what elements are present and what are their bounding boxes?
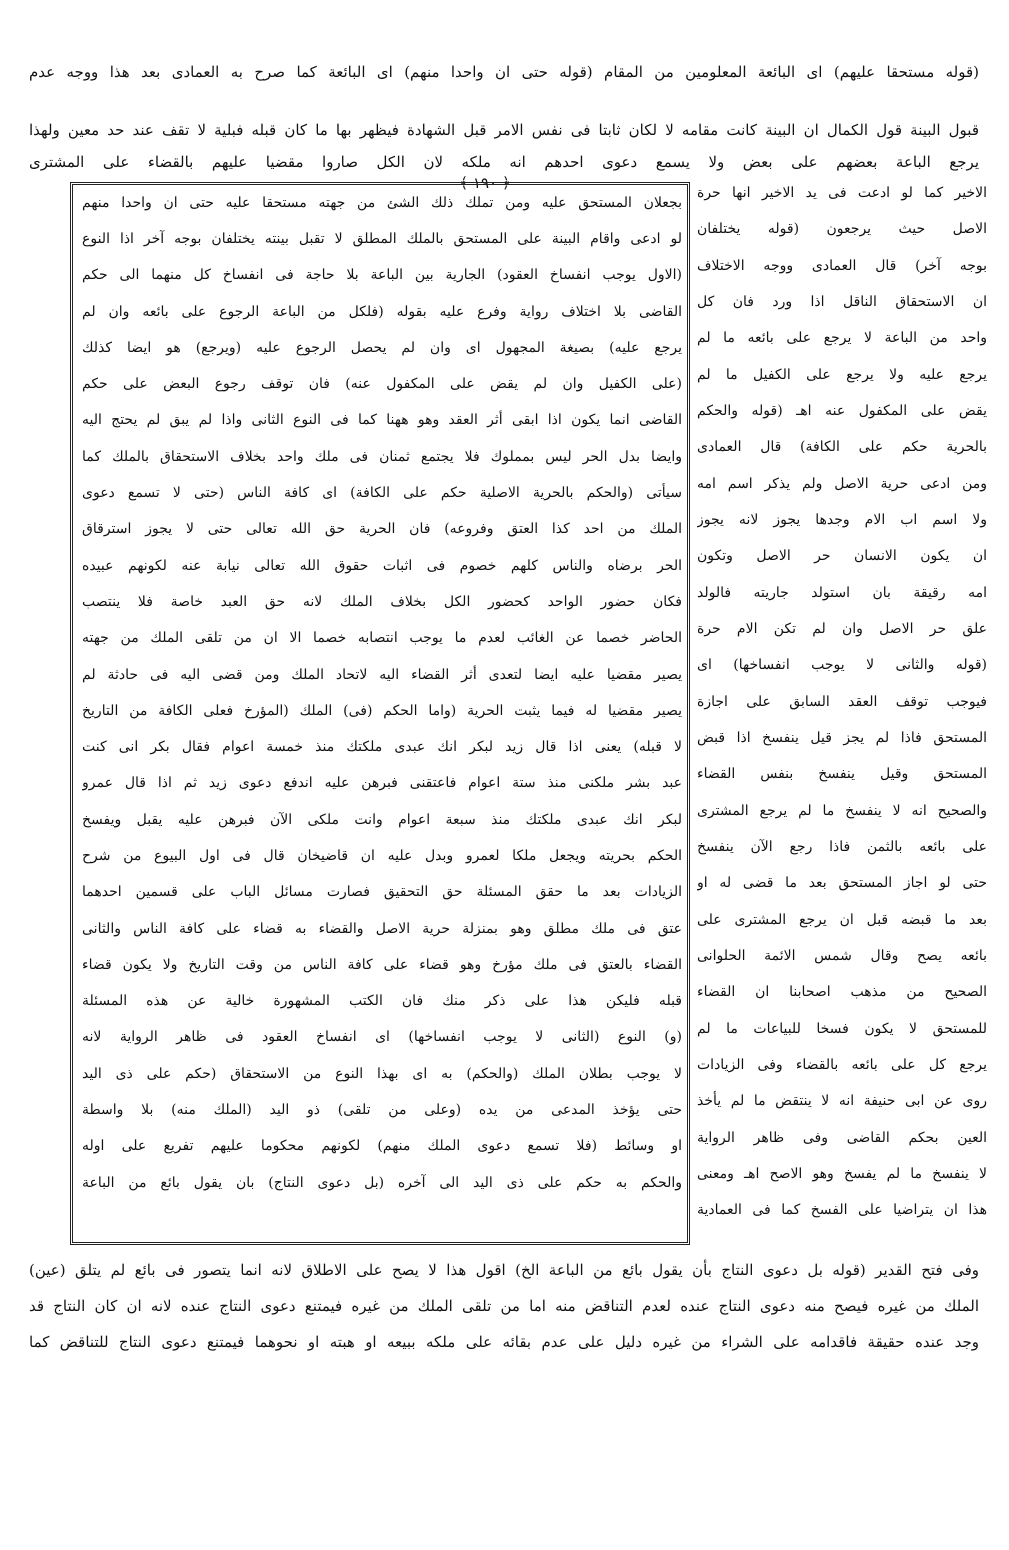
main-line: حتى يؤخذ المدعى من يده (وعلى من تلقى) ذو اليد (الملك منه) بلا واسطة	[82, 1102, 682, 1118]
bottom-line: وجد عنده حقيقة فاقدامه على الشراء من غيره دليل على عدم بقائه على ملكه ببيعه او هبته او نحوهما فيمتنع دعوى النتاج للتناقض كما	[29, 1333, 979, 1351]
margin-line: يقض على المكفول عنه اهـ (قوله والحكم	[697, 403, 987, 419]
main-line: او وسائط (فلا تسمع دعوى الملك منهم) لكونهم محكوما عليهم تفريع على اوله	[82, 1138, 682, 1154]
main-line: لا قبله) يعنى اذا قال زيد لبكر انك عبدى ملكتك منذ خمسة اعوام فقال بكر انى كنت	[82, 739, 682, 755]
main-line: الحاضر خصما عن الغائب لعدم ما يوجب انتصابه خصما الا ان من تلقى الملك من جهته	[82, 630, 682, 646]
margin-line: للمستحق لا يكون فسخا للبياعات ما لم	[697, 1021, 987, 1037]
margin-line: على بائعه بالثمن فاذا رجع الآن ينفسخ	[697, 839, 987, 855]
main-line: يصير مقضيا عليه ايضا لتعدى أثر القضاء اليه لاتحاد الملك ومن قضى اليه فى حادثة لم	[82, 667, 682, 683]
main-line: فكان حضور الواحد كحضور الكل بخلاف الملك لانه حق العبد خاصة فلا ينتصب	[82, 594, 682, 610]
margin-line: ان يكون الانسان حر الاصل وتكون	[697, 548, 987, 564]
main-line: يصير مقضيا له فيما يثبت الحرية (واما الحكم (فى) الملك (المؤرخ فعلى الكافة من التاريخ	[82, 703, 682, 719]
margin-line: العين بحكم القاضى وفى ظاهر الرواية	[697, 1130, 987, 1146]
margin-line: ومن ادعى حرية الاصل ولم يذكر اسم امه	[697, 476, 987, 492]
margin-line: يرجع كل على بائعه بالقضاء وفى الزيادات	[697, 1057, 987, 1073]
main-line: القضاء بالعتق فى ملك مؤرخ وهو قضاء على كافة الناس من وقت التاريخ ولا يكون قضاء	[82, 957, 682, 973]
main-line: عتق فى ملك مطلق وهو بمنزلة حرية الاصل والقضاء به قضاء على كافة الناس والثانى	[82, 921, 682, 937]
margin-line: الاصل حيث يرجعون (قوله يختلفان	[697, 221, 987, 237]
margin-line: علق حر الاصل وان لم تكن الام حرة	[697, 621, 987, 637]
margin-line: والصحيح انه لا ينفسخ ما لم يرجع المشترى	[697, 803, 987, 819]
main-line: بجعلان المستحق عليه ومن تملك ذلك الشئ من جهته مستحقا عليه حتى ان واحدا منهم	[82, 195, 682, 211]
main-line: (الاول يوجب انفساخ العقود) الجارية بين الباعة بلا حاجة فى انفساخ كل منهما الى حكم	[82, 267, 682, 283]
main-line: لبكر انك عبدى ملكتك منذ سبعة اعوام وانت ملكى الآن فبرهن عليه يقبل ويفسخ	[82, 812, 682, 828]
main-line: الحر برضاه والناس كلهم خصوم فى اثبات حقوق الله تعالى نيابة عنه لكونهم عبيده	[82, 558, 682, 574]
main-line: يرجع عليه) بصيغة المجهول اى وان لم يحصل الرجوع عليه (ويرجع) هو ايضا كذلك	[82, 340, 682, 356]
main-line: وايضا بدل الحر ليس بمملوك فلا يجتمع ثمنان فى ملك واحد بخلاف الاستحقاق بالملك كما	[82, 449, 682, 465]
margin-line: روى عن ابى حنيفة انه لا ينتقض ما لم يأخذ	[697, 1093, 987, 1109]
margin-line: امه رقيقة بان استولد جاريته فالولد	[697, 585, 987, 601]
main-line: (و) النوع (الثانى لا يوجب انفساخها) اى انفساخ العقود فى ظاهر الرواية لانه	[82, 1029, 682, 1045]
margin-line: (قوله والثانى لا يوجب انفساخها) اى	[697, 657, 987, 673]
margin-line: الاخير كما لو ادعت فى يد الاخير انها حرة	[697, 185, 987, 201]
top-line: قبول البينة قول الكمال ان البينة كانت مقامه لا لكان ثابتا فى نفس الامر قبل الشهادة فيظهر بها ما كان قبله فبلية لا تقف عند حد معين ولهذا	[29, 121, 979, 139]
main-line: الملك من احد كذا العتق وفروعه) فان الحرية حق الله تعالى حتى لا يجوز استرقاق	[82, 521, 682, 537]
margin-line: بالحرية حكم على الكافة) قال العمادى	[697, 439, 987, 455]
margin-line: بوجه آخر) قال العمادى ووجه الاختلاف	[697, 258, 987, 274]
margin-line: بائعه يصح وقال شمس الائمة الحلوانى	[697, 948, 987, 964]
margin-line: لا ينفسخ ما لم يفسخ وهو الاصح اهـ ومعنى	[697, 1166, 987, 1182]
margin-line: واحد من الباعة لا يرجع على بائعه ما لم	[697, 330, 987, 346]
margin-line: المستحق وقيل ينفسخ بنفس القضاء	[697, 766, 987, 782]
margin-line: هذا ان يتراضيا على الفسخ كما فى العمادية	[697, 1202, 987, 1218]
top-line: يرجع الباعة بعضهم على بعض ولا يسمع دعوى احدهم انه ملكه لان الكل صاروا مقضيا عليهم بالقضاء على المشترى	[29, 153, 979, 171]
main-line: والحكم به حكم على ذى اليد الى آخره (بل دعوى النتاج) بان يقول بائع من الباعة	[82, 1175, 682, 1191]
main-line: سيأتى (والحكم بالحرية الاصلية حكم على الكافة) اى كافة الناس (حتى لا تسمع دعوى	[82, 485, 682, 501]
main-line: (على الكفيل وان لم يقض على المكفول عنه) فان توقف رجوع البعض على حكم	[82, 376, 682, 392]
main-line	[82, 1208, 682, 1234]
page-number: ﴿ ١٩٠ ﴾	[410, 174, 560, 196]
margin-line: حتى لو اجاز المستحق بعد ما قضى له او	[697, 875, 987, 891]
main-line: الزيادات بعد ما حقق المسئلة حق التحقيق فصارت مسائل الباب على قسمين احدهما	[82, 884, 682, 900]
bottom-line: وفى فتح القدير (قوله بل دعوى النتاج بأن يقول بائع من الباعة الخ) اقول هذا لا يصح على الاطلاق لانه انما يتصور فى بائع لم يتلق (عين)	[29, 1261, 979, 1279]
main-line: القاضى انما يكون اذا ابقى أثر العقد وهو ههنا كما فى النوع الثانى واذا لم يبق لم يحتج اليه	[82, 412, 682, 428]
margin-line: ان الاستحقاق الناقل اذا ورد فان كل	[697, 294, 987, 310]
main-line: لا يوجب بطلان الملك (والحكم) به اى بهذا النوع من الاستحقاق (حكم على ذى اليد	[82, 1066, 682, 1082]
main-line: لو ادعى واقام البينة على المستحق بالملك المطلق لا تقبل بينته يختلفان بوجه آخر اذا النوع	[82, 231, 682, 247]
top-line: (قوله مستحقا عليهم) اى البائعة المعلومين من المقام (قوله حتى ان واحدا منهم) اى البائعة كما صرح به العمادى بعد هذا ووجه عدم	[29, 63, 979, 81]
main-line: القاضى بلا اختلاف رواية وفرع عليه بقوله (فلكل من الباعة الرجوع على بائعه وان لم	[82, 304, 682, 320]
margin-line: فيوجب توقف العقد السابق على اجازة	[697, 694, 987, 710]
main-line: قبله فليكن هذا على ذكر منك فان الكتب المشهورة خالية عن هذه المسئلة	[82, 993, 682, 1009]
margin-line: ولا اسم اب الام وجدها يجوز لانه يجوز	[697, 512, 987, 528]
margin-line: الصحيح من مذهب اصحابنا ان القضاء	[697, 984, 987, 1000]
main-line: عبد بشر ملكنى منذ ستة اعوام فاعتقنى فبرهن عليه اندفع دعوى زيد ثم اذا قال عمرو	[82, 775, 682, 791]
margin-line: بعد ما قبضه قبل ان يرجع المشترى على	[697, 912, 987, 928]
bottom-line: الملك من غيره فيصح منه دعوى النتاج عنده لعدم التناقض منه اما من تلقى الملك من غيره فيمتنع دعوى النتاج عنده لانه ان كان النتاج قد	[29, 1297, 979, 1315]
main-line: الحكم بحريته ويجعل ملكا لعمرو وبدل عليه ان قاضيخان قال فى اول البيوع من شرح	[82, 848, 682, 864]
margin-line: المستحق فاذا لم يجز قيل ينفسخ اذا قبض	[697, 730, 987, 746]
margin-line: يرجع عليه ولا يرجع على الكفيل ما لم	[697, 367, 987, 383]
